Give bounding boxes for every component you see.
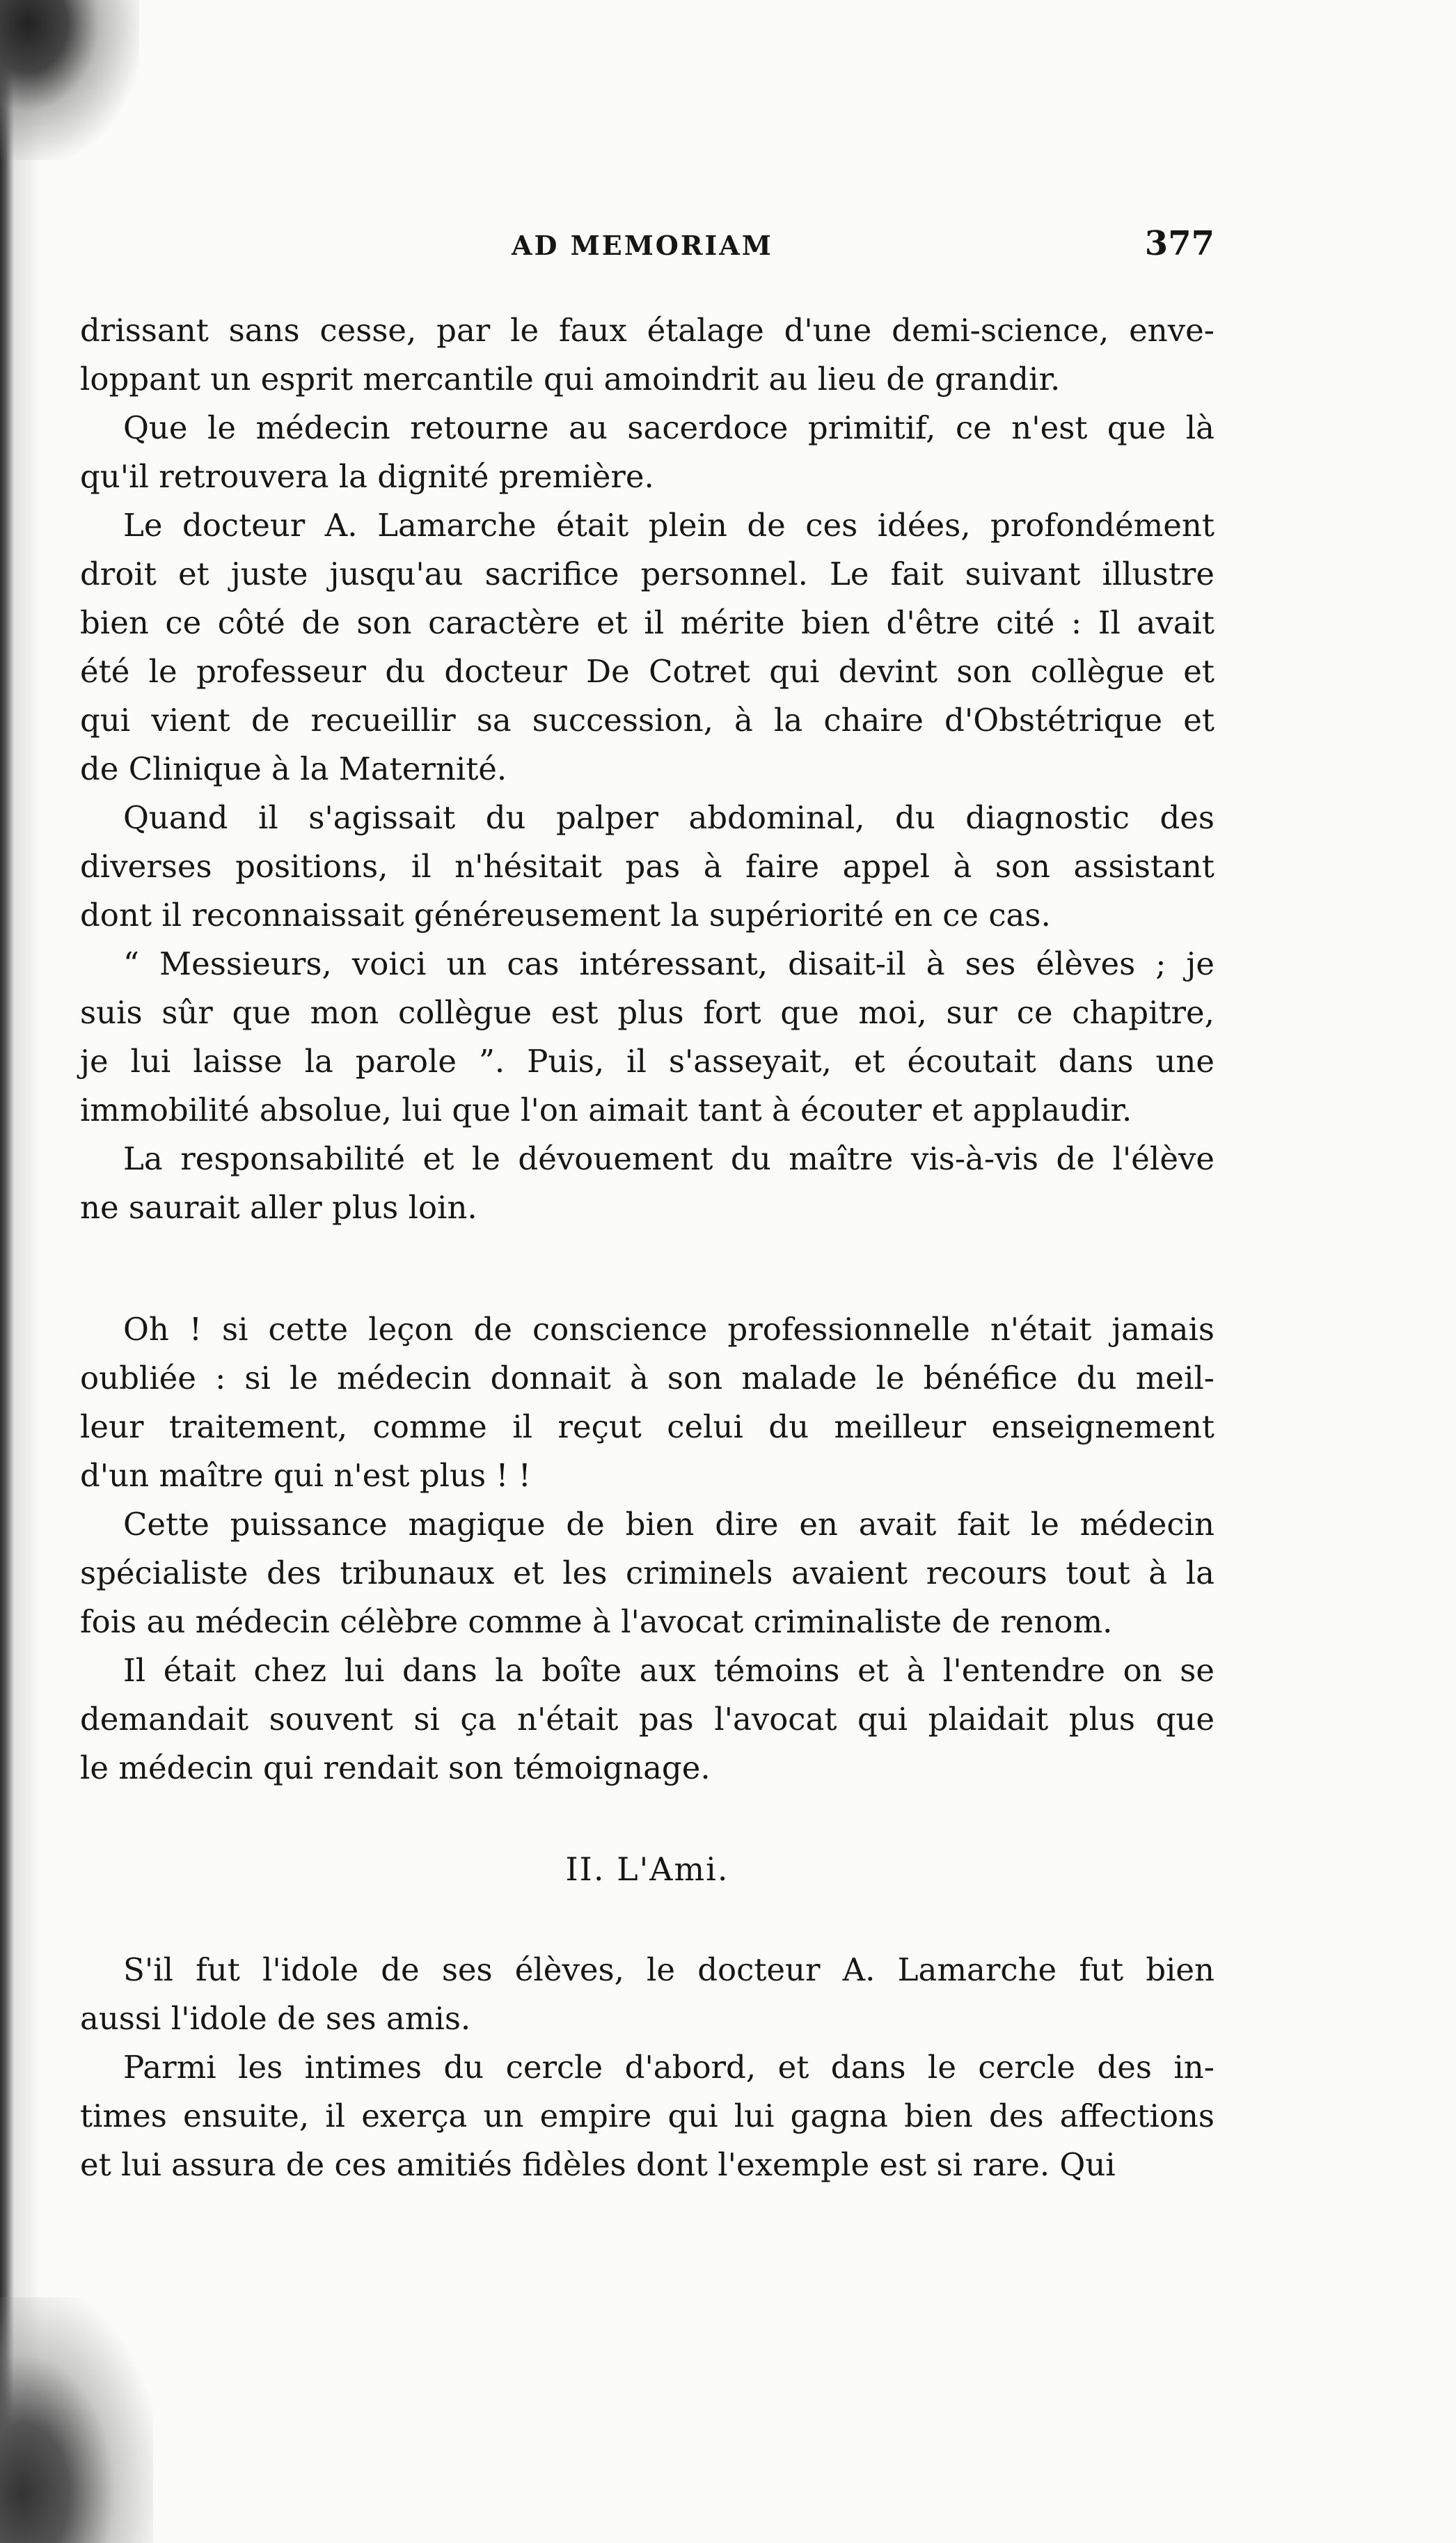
page-header [80,224,1214,271]
paragraph [80,940,1214,1135]
text-line: d'un maître qui n'est plus ! ! [80,1457,531,1494]
text-line: loppant un esprit mercantile qui amoindrit au lieu de grandir. [80,361,1061,397]
text-line: bien ce côté de son caractère et il mérite bien d'être cité : Il avait [80,604,1214,641]
text-line: Cette puissance magique de bien dire en avait fait le médecin [123,1506,1214,1543]
text-line: de Clinique à la Maternité. [80,750,507,787]
text-line: diverses positions, il n'hésitait pas à faire appel à son assistant [80,848,1214,885]
text-line: “ Messieurs, voici un cas intéressant, disait-il à ses élèves ; je [123,945,1214,982]
text-line: Que le médecin retourne au sacerdoce primitif, ce n'est que là [123,409,1214,446]
paragraph [80,501,1214,794]
text-line: drissant sans cesse, par le faux étalage d'une demi-science, enve- [80,312,1214,349]
text-line: Parmi les intimes du cercle d'abord, et dans le cercle des in- [123,2049,1214,2086]
text-line: je lui laisse la parole ”. Puis, il s'asseyait, et écoutait dans une [80,1043,1214,1080]
paragraph [80,1646,1214,1793]
page-number: 377 [1144,224,1214,263]
text-line: Oh ! si cette leçon de conscience professionnelle n'était jamais [123,1311,1214,1348]
text-line: demandait souvent si ça n'était pas l'avocat qui plaidait plus que [80,1701,1214,1738]
text-line: et lui assura de ces amitiés fidèles dont l'exemple est si rare. Qui [80,2146,1116,2183]
text-line: S'il fut l'idole de ses élèves, le docteur A. Lamarche fut bien [123,1951,1214,1988]
text-line: times ensuite, il exerça un empire qui lui gagna bien des affections [80,2097,1214,2134]
scan-edge-stain-bottom [0,2297,153,2543]
text-line: qui vient de recueillir sa succession, à la chaire d'Obstétrique et [80,702,1214,739]
scan-left-edge [0,0,42,2543]
section-heading: II. L'Ami. [565,1850,729,1888]
text-line: ne saurait aller plus loin. [80,1189,477,1226]
text-line: Il était chez lui dans la boîte aux témoins et à l'entendre on se [123,1652,1214,1689]
running-title: AD MEMORIAM [512,230,773,261]
paragraph-group-3 [80,1946,1214,2189]
scan-edge-stain-top [0,0,139,160]
text-line: immobilité absolue, lui que l'on aimait tant à écouter et applaudir. [80,1092,1132,1128]
text-line: le médecin qui rendait son témoignage. [80,1749,711,1786]
paragraph [80,2043,1214,2189]
text-line: oubliée : si le médecin donnait à son malade le bénéfice du meil- [80,1360,1214,1396]
text-line: suis sûr que mon collègue est plus fort que moi, sur ce chapitre, [80,994,1214,1031]
text-line: leur traitement, comme il reçut celui du meilleur enseignement [80,1408,1214,1445]
text-line: Quand il s'agissait du palper abdominal, du diagnostic des [123,799,1214,836]
paragraph-group-2 [80,1305,1214,1793]
paragraph [80,1946,1214,2043]
paragraph [80,794,1214,940]
text-line: Le docteur A. Lamarche était plein de ces idées, profondément [123,507,1214,544]
text-line: aussi l'idole de ses amis. [80,2000,471,2037]
paragraph-group-1 [80,306,1214,1232]
page-body [80,306,1214,2189]
paragraph [80,1305,1214,1500]
paragraph [80,404,1214,501]
section-spacer [80,1232,1214,1305]
text-line: qu'il retrouvera la dignité première. [80,458,654,495]
text-line: droit et juste jusqu'au sacrifice personnel. Le fait suivant illustre [80,556,1214,592]
paragraph [80,306,1214,404]
text-line: fois au médecin célèbre comme à l'avocat criminaliste de renom. [80,1603,1113,1640]
text-line: spécialiste des tribunaux et les criminels avaient recours tout à la [80,1554,1214,1591]
paragraph [80,1135,1214,1232]
paragraph [80,1500,1214,1646]
text-line: dont il reconnaissait généreusement la supériorité en ce cas. [80,897,1051,934]
text-line: été le professeur du docteur De Cotret qui devint son collègue et [80,653,1214,690]
text-line: La responsabilité et le dévouement du maître vis-à-vis de l'élève [123,1140,1214,1177]
